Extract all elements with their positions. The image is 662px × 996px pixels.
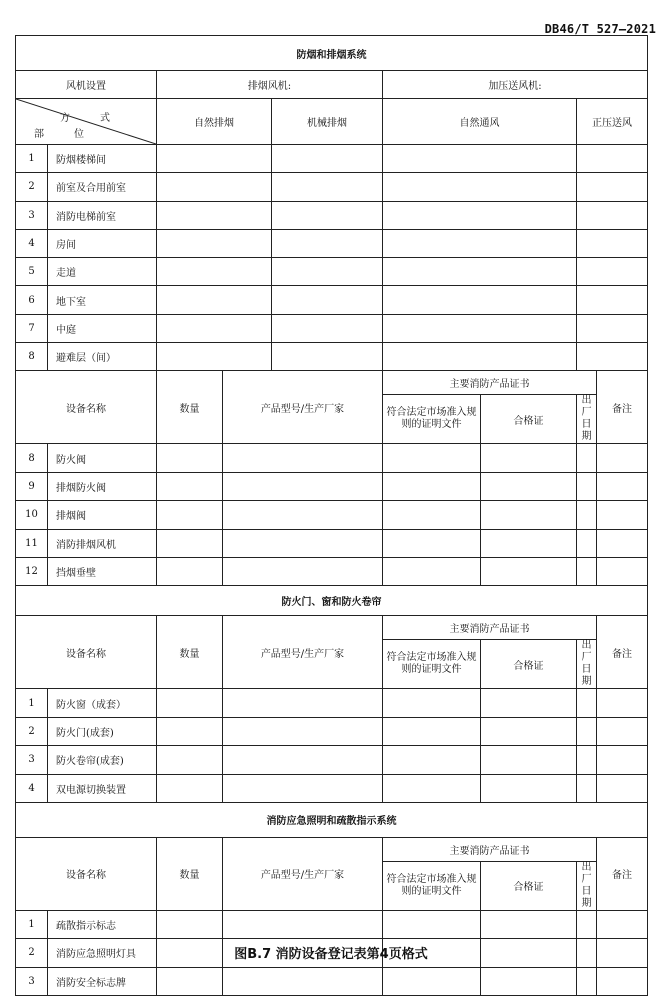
row-number: 11	[16, 529, 48, 557]
row-number: 2	[16, 173, 48, 201]
input-cell[interactable]	[157, 258, 272, 286]
qty-header: 数量	[157, 371, 223, 444]
input-cell[interactable]	[383, 314, 577, 342]
input-cell[interactable]	[272, 173, 383, 201]
row-number: 4	[16, 229, 48, 257]
note-header: 备注	[597, 371, 648, 444]
input-cell[interactable]	[272, 286, 383, 314]
equip-name-header: 设备名称	[16, 371, 157, 444]
part-name: 防烟楼梯间	[48, 145, 157, 173]
model-cell[interactable]	[223, 967, 383, 995]
row-number: 2	[16, 717, 48, 745]
col-natural-exhaust: 自然排烟	[157, 99, 272, 145]
input-cell[interactable]	[272, 229, 383, 257]
part-name: 房间	[48, 229, 157, 257]
input-cell[interactable]	[577, 314, 648, 342]
input-cell[interactable]	[272, 314, 383, 342]
input-cell[interactable]	[272, 343, 383, 371]
cert-qualified-cell[interactable]	[481, 967, 577, 995]
input-cell[interactable]	[272, 258, 383, 286]
note-cell[interactable]	[597, 774, 648, 802]
model-header: 产品型号/生产厂家	[223, 616, 383, 689]
cert-date-cell[interactable]	[577, 910, 597, 938]
cert-market-cell[interactable]	[383, 557, 481, 585]
cert-qualified-cell[interactable]	[481, 746, 577, 774]
qty-header: 数量	[157, 837, 223, 910]
cert-date-header: 出厂日期	[577, 861, 597, 910]
note-cell[interactable]	[597, 689, 648, 717]
part-name: 中庭	[48, 314, 157, 342]
cert-date-cell[interactable]	[577, 501, 597, 529]
input-cell[interactable]	[157, 286, 272, 314]
cert-qualified-cell[interactable]	[481, 774, 577, 802]
cert-qualified-header: 合格证	[481, 395, 577, 444]
row-number: 9	[16, 472, 48, 500]
cert-date-cell[interactable]	[577, 472, 597, 500]
fan-setting-label: 风机设置	[16, 71, 157, 99]
qty-cell[interactable]	[157, 557, 223, 585]
part-name: 地下室	[48, 286, 157, 314]
row-number: 3	[16, 967, 48, 995]
equipment-register-table	[15, 35, 648, 996]
input-cell[interactable]	[383, 201, 577, 229]
cert-date-cell[interactable]	[577, 717, 597, 745]
cert-header: 主要消防产品证书	[383, 371, 597, 395]
section-title-emergency-lighting: 消防应急照明和疏散指示系统	[16, 802, 648, 837]
cert-date-header: 出厂日期	[577, 640, 597, 689]
cert-header: 主要消防产品证书	[383, 837, 597, 861]
input-cell[interactable]	[383, 258, 577, 286]
input-cell[interactable]	[272, 201, 383, 229]
model-cell[interactable]	[223, 717, 383, 745]
cert-qualified-cell[interactable]	[481, 557, 577, 585]
model-cell[interactable]	[223, 444, 383, 472]
cert-date-cell[interactable]	[577, 529, 597, 557]
col-natural-vent: 自然通风	[383, 99, 577, 145]
row-number: 6	[16, 286, 48, 314]
input-cell[interactable]	[577, 343, 648, 371]
model-header: 产品型号/生产厂家	[223, 837, 383, 910]
note-cell[interactable]	[597, 557, 648, 585]
input-cell[interactable]	[157, 343, 272, 371]
qty-cell[interactable]	[157, 472, 223, 500]
cert-market-cell[interactable]	[383, 717, 481, 745]
row-number: 1	[16, 910, 48, 938]
row-number: 8	[16, 444, 48, 472]
input-cell[interactable]	[157, 229, 272, 257]
cert-date-cell[interactable]	[577, 967, 597, 995]
col-mech-exhaust: 机械排烟	[272, 99, 383, 145]
model-cell[interactable]	[223, 557, 383, 585]
input-cell[interactable]	[577, 229, 648, 257]
input-cell[interactable]	[577, 201, 648, 229]
equipment-name: 消防排烟风机	[48, 529, 157, 557]
equipment-name: 消防安全标志牌	[48, 967, 157, 995]
note-header: 备注	[597, 616, 648, 689]
model-cell[interactable]	[223, 529, 383, 557]
section-title-smoke-control: 防烟和排烟系统	[16, 36, 648, 71]
model-header: 产品型号/生产厂家	[223, 371, 383, 444]
cert-date-cell[interactable]	[577, 689, 597, 717]
cert-market-cell[interactable]	[383, 967, 481, 995]
model-cell[interactable]	[223, 910, 383, 938]
equipment-name: 消防应急照明灯具	[48, 939, 157, 967]
cert-qualified-header: 合格证	[481, 640, 577, 689]
part-name: 走道	[48, 258, 157, 286]
cert-date-cell[interactable]	[577, 774, 597, 802]
qty-cell[interactable]	[157, 774, 223, 802]
section-title-fire-doors: 防火门、窗和防火卷帘	[16, 586, 648, 616]
mode-label: 方 式	[60, 113, 120, 124]
cert-qualified-cell[interactable]	[481, 717, 577, 745]
exhaust-fan-label: 排烟风机:	[157, 71, 383, 99]
cert-date-cell[interactable]	[577, 444, 597, 472]
note-cell[interactable]	[597, 444, 648, 472]
qty-cell[interactable]	[157, 746, 223, 774]
cert-qualified-cell[interactable]	[481, 444, 577, 472]
cert-market-cell[interactable]	[383, 472, 481, 500]
cert-market-cell[interactable]	[383, 774, 481, 802]
qty-cell[interactable]	[157, 967, 223, 995]
cert-market-cell[interactable]	[383, 444, 481, 472]
cert-qualified-cell[interactable]	[481, 910, 577, 938]
model-cell[interactable]	[223, 501, 383, 529]
note-cell[interactable]	[597, 472, 648, 500]
cert-qualified-cell[interactable]	[481, 472, 577, 500]
note-cell[interactable]	[597, 967, 648, 995]
row-number: 4	[16, 774, 48, 802]
row-number: 3	[16, 201, 48, 229]
equip-name-header: 设备名称	[16, 837, 157, 910]
cert-market-header: 符合法定市场准入规则的证明文件	[383, 861, 481, 910]
part-name: 前室及合用前室	[48, 173, 157, 201]
part-name: 避难层（间）	[48, 343, 157, 371]
row-number: 1	[16, 145, 48, 173]
input-cell[interactable]	[272, 145, 383, 173]
col-positive-pressure: 正压送风	[577, 99, 648, 145]
row-number: 3	[16, 746, 48, 774]
equipment-name: 防火窗（成套）	[48, 689, 157, 717]
cert-qualified-cell[interactable]	[481, 501, 577, 529]
note-cell[interactable]	[597, 501, 648, 529]
document-id: DB46/T 527—2021	[544, 22, 656, 36]
cert-market-header: 符合法定市场准入规则的证明文件	[383, 640, 481, 689]
note-cell[interactable]	[597, 717, 648, 745]
part-name: 消防电梯前室	[48, 201, 157, 229]
input-cell[interactable]	[383, 343, 577, 371]
equipment-name: 排烟防火阀	[48, 472, 157, 500]
cert-qualified-cell[interactable]	[481, 529, 577, 557]
equip-name-header: 设备名称	[16, 616, 157, 689]
cert-market-cell[interactable]	[383, 529, 481, 557]
cert-date-cell[interactable]	[577, 746, 597, 774]
equipment-name: 双电源切换装置	[48, 774, 157, 802]
diagonal-header-cell	[16, 99, 157, 145]
model-cell[interactable]	[223, 746, 383, 774]
input-cell[interactable]	[383, 145, 577, 173]
part-label: 部 位	[34, 129, 94, 140]
row-number: 1	[16, 689, 48, 717]
model-cell[interactable]	[223, 774, 383, 802]
qty-cell[interactable]	[157, 529, 223, 557]
equipment-name: 防火阀	[48, 444, 157, 472]
qty-cell[interactable]	[157, 689, 223, 717]
equipment-name: 疏散指示标志	[48, 910, 157, 938]
input-cell[interactable]	[577, 258, 648, 286]
cert-market-cell[interactable]	[383, 501, 481, 529]
note-cell[interactable]	[597, 529, 648, 557]
equipment-name: 排烟阀	[48, 501, 157, 529]
pressure-fan-label: 加压送风机:	[383, 71, 648, 99]
qty-header: 数量	[157, 616, 223, 689]
note-cell[interactable]	[597, 746, 648, 774]
qty-cell[interactable]	[157, 501, 223, 529]
row-number: 7	[16, 314, 48, 342]
row-number: 2	[16, 939, 48, 967]
cert-date-header: 出厂日期	[577, 395, 597, 444]
input-cell[interactable]	[383, 286, 577, 314]
equipment-name: 防火门(成套)	[48, 717, 157, 745]
cert-market-cell[interactable]	[383, 746, 481, 774]
model-cell[interactable]	[223, 689, 383, 717]
input-cell[interactable]	[157, 201, 272, 229]
input-cell[interactable]	[383, 229, 577, 257]
figure-caption: 图B.7 消防设备登记表第4页格式	[234, 947, 428, 962]
input-cell[interactable]	[157, 173, 272, 201]
note-header: 备注	[597, 837, 648, 910]
cert-market-header: 符合法定市场准入规则的证明文件	[383, 395, 481, 444]
cert-qualified-cell[interactable]	[481, 689, 577, 717]
equipment-name: 挡烟垂壁	[48, 557, 157, 585]
input-cell[interactable]	[157, 145, 272, 173]
qty-cell[interactable]	[157, 444, 223, 472]
row-number: 5	[16, 258, 48, 286]
cert-date-cell[interactable]	[577, 557, 597, 585]
row-number: 8	[16, 343, 48, 371]
cert-header: 主要消防产品证书	[383, 616, 597, 640]
qty-cell[interactable]	[157, 910, 223, 938]
model-cell[interactable]	[223, 472, 383, 500]
cert-qualified-header: 合格证	[481, 861, 577, 910]
cert-market-cell[interactable]	[383, 689, 481, 717]
input-cell[interactable]	[383, 173, 577, 201]
note-cell[interactable]	[597, 910, 648, 938]
input-cell[interactable]	[157, 314, 272, 342]
input-cell[interactable]	[577, 145, 648, 173]
row-number: 12	[16, 557, 48, 585]
input-cell[interactable]	[577, 173, 648, 201]
input-cell[interactable]	[577, 286, 648, 314]
cert-market-cell[interactable]	[383, 910, 481, 938]
row-number: 10	[16, 501, 48, 529]
qty-cell[interactable]	[157, 717, 223, 745]
equipment-name: 防火卷帘(成套)	[48, 746, 157, 774]
